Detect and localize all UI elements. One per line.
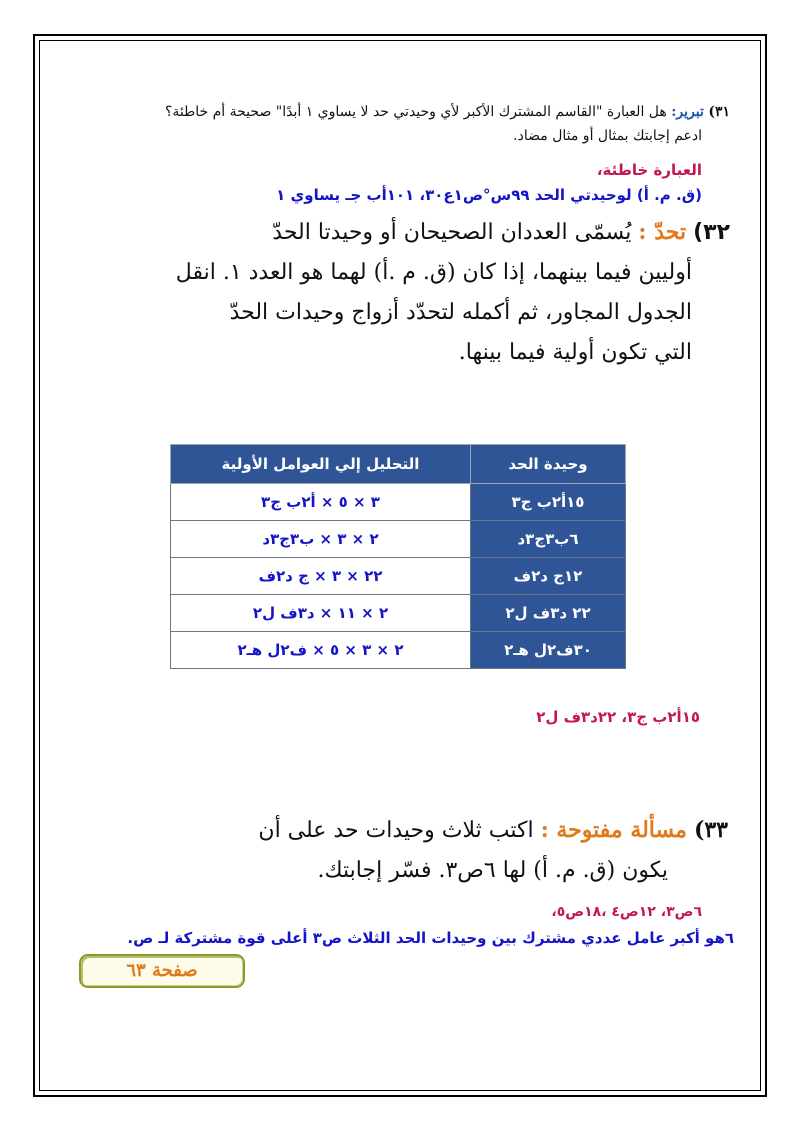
table-cell-term: ٦ب٣ج٣د xyxy=(471,521,626,558)
problem-32 xyxy=(80,212,730,373)
table-cell-factorization: ٢٢ × ٣ × ج د٢ف xyxy=(171,558,471,595)
table-cell-factorization: ٣ × ٥ × أ٢ب ج٣ xyxy=(171,484,471,521)
table-cell-term: ١٢ج د٢ف xyxy=(471,558,626,595)
table-cell-term: ١٥أ٢ب ج٣ xyxy=(471,484,626,521)
problem-32-answer: ١٥أ٢ب ج٣، ٢٢د٣ف ل٢ xyxy=(536,708,700,726)
problem-31-answer-2: (ق. م. أ) لوحيدتي الحد ٩٩س°ص١ع٣٠، ١٠١أب جـ يساوي ١ xyxy=(276,186,702,204)
problem-32-line1 xyxy=(80,212,730,253)
table-cell-factorization: ٢ × ١١ × د٣ف ل٢ xyxy=(171,595,471,632)
problem-31 xyxy=(60,100,730,148)
problem-32-text-1: يُسمّى العددان الصحيحان أو وحيدتا الحدّ xyxy=(272,220,632,245)
table-cell-factorization: ٢ × ٣ × ب٣ج٣د xyxy=(171,521,471,558)
problem-31-answer-1: العبارة خاطئة، xyxy=(596,161,702,179)
table-cell-factorization: ٢ × ٣ × ٥ × ف٢ل هـ٢ xyxy=(171,632,471,669)
problem-32-keyword: تحدّ : xyxy=(638,219,687,245)
page-number-badge: صفحة ٦٣ xyxy=(79,954,245,988)
problem-31-number: ٣١) xyxy=(708,104,730,120)
problem-33-text-2: يكون (ق. م. أ) لها ٦ص٣. فسّر إجابتك. xyxy=(317,858,668,883)
problem-32-number: ٣٢) xyxy=(693,220,730,245)
problem-31-line1 xyxy=(60,100,730,124)
table-cell-term: ٢٢ د٣ف ل٢ xyxy=(471,595,626,632)
problem-33 xyxy=(80,810,728,891)
table-row xyxy=(171,484,626,521)
table-row xyxy=(171,632,626,669)
problem-33-keyword: مسألة مفتوحة : xyxy=(540,817,687,843)
problem-33-answer-1: ٦ص٣، ١٢ص٤ ،١٨ص٥، xyxy=(551,904,702,920)
problem-32-text-2: أوليين فيما بينهما، إذا كان (ق. م .أ) لهما هو العدد ١. انقل xyxy=(175,260,692,285)
table-row xyxy=(171,558,626,595)
problem-33-answer-2: ٦هو أكبر عامل عددي مشترك بين وحيدات الحد الثلاث ص٣ أعلى قوة مشتركة لـ ص. xyxy=(127,929,734,947)
problem-32-text-3: الجدول المجاور، ثم أكمله لتحدّد أزواج وحيدات الحدّ xyxy=(229,300,692,325)
table-row xyxy=(171,521,626,558)
table-header-row xyxy=(171,445,626,484)
header-factorization: التحليل إلي العوامل الأولية xyxy=(171,445,471,484)
problem-33-text-1: اكتب ثلاث وحيدات حد على أن xyxy=(258,818,534,843)
factorization-table xyxy=(170,444,626,669)
problem-31-text: هل العبارة "القاسم المشترك الأكبر لأي وحيدتي حد لا يساوي ١ أبدًا" صحيحة أم خاطئة؟ xyxy=(164,104,667,120)
problem-33-number: ٣٣) xyxy=(693,817,728,843)
problem-32-text-4: التي تكون أولية فيما بينها. xyxy=(458,340,692,365)
table-cell-term: ٣٠ف٢ل هـ٢ xyxy=(471,632,626,669)
table-row xyxy=(171,595,626,632)
problem-33-line1 xyxy=(80,810,728,851)
problem-31-line2: ادعم إجابتك بمثال أو مثال مضاد. xyxy=(513,128,702,144)
problem-31-keyword: تبرير: xyxy=(671,104,704,120)
header-term: وحيدة الحد xyxy=(471,445,626,484)
